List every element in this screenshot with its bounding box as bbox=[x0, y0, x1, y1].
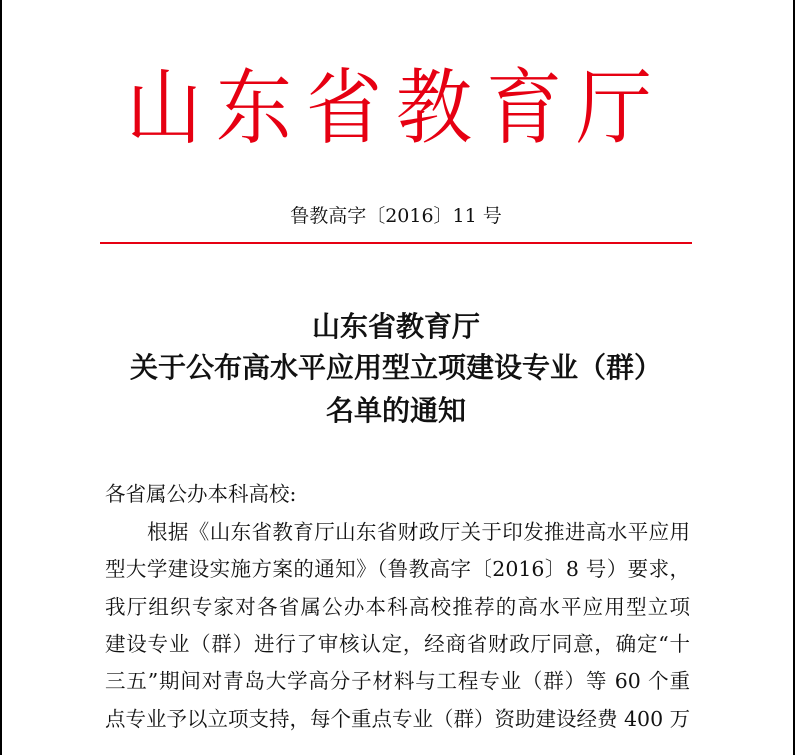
document-number: 鲁教高字〔2016〕11 号 bbox=[290, 205, 502, 227]
notice-title-line-3: 名单的通知 bbox=[325, 394, 466, 427]
body-line-1: 根据《山东省教育厅山东省财政厅关于印发推进高水平应用 bbox=[147, 520, 690, 544]
red-divider-line bbox=[100, 242, 692, 244]
notice-title-line-2: 关于公布高水平应用型立项建设专业（群） bbox=[129, 351, 662, 384]
salutation: 各省属公办本科高校: bbox=[105, 482, 297, 506]
notice-title-line-1: 山东省教育厅 bbox=[311, 310, 480, 343]
body-line-4: 建设专业（群）进行了审核认定，经商省财政厅同意，确定“十 bbox=[105, 632, 690, 656]
body-line-2: 型大学建设实施方案的通知》（鲁教高字〔2016〕8 号）要求， bbox=[105, 557, 690, 581]
body-line-6: 点专业予以立项支持，每个重点专业（群）资助建设经费 400 万 bbox=[105, 707, 691, 731]
body-line-3: 我厅组织专家对各省属公办本科高校推荐的高水平应用型立项 bbox=[105, 595, 690, 619]
body-line-5: 三五”期间对青岛大学高分子材料与工程专业（群）等 60 个重 bbox=[105, 669, 690, 693]
page-border-left bbox=[0, 0, 2, 755]
masthead-title: 山东省教育厅 bbox=[126, 59, 666, 156]
